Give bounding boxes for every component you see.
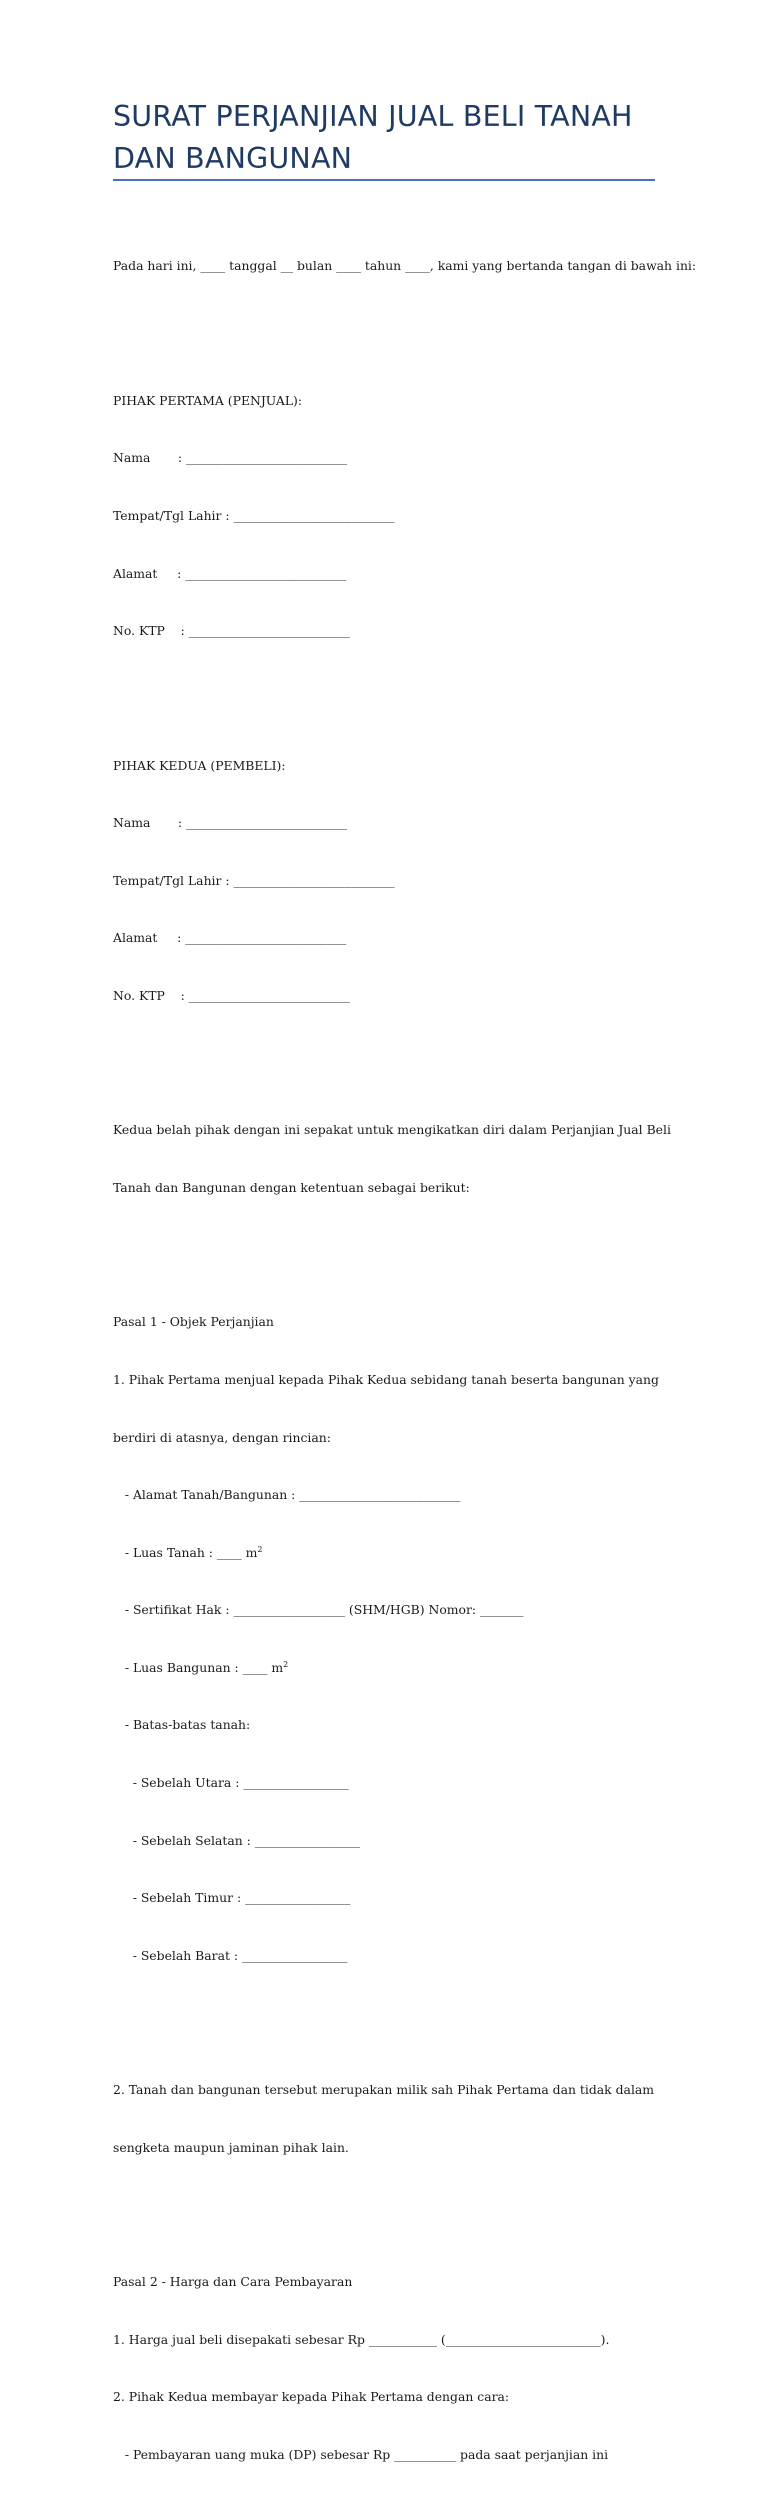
sertifikat-line: - Sertifikat Hak : __________________ (SHM/HGB) Nomor: _______ (113, 1602, 524, 1618)
pasal-2-item-1: 1. Harga jual beli disepakati sebesar Rp ___________ (_________________________). (113, 2331, 610, 2347)
pihak-pertama-ttl: Tempat/Tgl Lahir : __________________________ (113, 507, 395, 523)
batas-selatan: - Sebelah Selatan : _________________ (113, 1832, 361, 1848)
pihak-pertama-ktp: No. KTP : __________________________ (113, 623, 350, 639)
title-line-1: SURAT PERJANJIAN JUAL BELI TANAH (113, 100, 633, 133)
opening-paragraph: Pada hari ini, ____ tanggal __ bulan ____ tahun ____, kami yang bertanda tangan di bawah ini: (113, 258, 697, 274)
pasal-1-item-1a: 1. Pihak Pertama menjual kepada Pihak Kedua sebidang tanah beserta bangunan yang (113, 1371, 659, 1387)
pasal-2-dp: - Pembayaran uang muka (DP) sebesar Rp __________ pada saat perjanjian ini (113, 2447, 609, 2462)
pihak-kedua-nama: Nama : __________________________ (113, 815, 348, 831)
luas-bangunan-line (113, 1658, 673, 1677)
pasal-1-item-1b: berdiri di atasnya, dengan rincian: (113, 1429, 331, 1445)
luas-tanah-text: - Luas Tanah : ____ m (113, 1544, 258, 1560)
luas-tanah-line (113, 1543, 673, 1562)
pihak-kedua-ttl: Tempat/Tgl Lahir : __________________________ (113, 872, 395, 888)
pihak-kedua-heading: PIHAK KEDUA (PEMBELI): (113, 757, 286, 773)
pasal-2-item-2: 2. Pihak Kedua membayar kepada Pihak Pertama dengan cara: (113, 2389, 510, 2405)
luas-tanah-sup: 2 (257, 1544, 263, 1554)
batas-utara: - Sebelah Utara : _________________ (113, 1775, 349, 1791)
pasal-1-item-2b: sengketa maupun jaminan pihak lain. (113, 2139, 349, 2155)
document-title (113, 96, 673, 180)
intro-line-1: Kedua belah pihak dengan ini sepakat untuk mengikatkan diri dalam Perjanjian Jual Beli (113, 1122, 671, 1138)
luas-bangunan-sup: 2 (283, 1659, 289, 1669)
luas-bangunan-text: - Luas Bangunan : ____ m (113, 1659, 284, 1675)
pasal-2-heading: Pasal 2 - Harga dan Cara Pembayaran (113, 2274, 353, 2290)
batas-barat: - Sebelah Barat : _________________ (113, 1947, 348, 1963)
pihak-kedua-alamat: Alamat : __________________________ (113, 930, 347, 946)
pihak-kedua-ktp: No. KTP : __________________________ (113, 987, 350, 1003)
document-body (113, 218, 697, 2503)
batas-heading: - Batas-batas tanah: (113, 1717, 251, 1733)
pihak-pertama-nama: Nama : __________________________ (113, 450, 348, 466)
pihak-pertama-alamat: Alamat : __________________________ (113, 565, 347, 581)
alamat-tanah-line: - Alamat Tanah/Bangunan : __________________________ (113, 1487, 461, 1503)
pasal-1-heading: Pasal 1 - Objek Perjanjian (113, 1314, 274, 1330)
pasal-1-item-2a: 2. Tanah dan bangunan tersebut merupakan milik sah Pihak Pertama dan tidak dalam (113, 2082, 655, 2098)
title-divider (113, 179, 655, 181)
intro-line-2: Tanah dan Bangunan dengan ketentuan sebagai berikut: (113, 1179, 470, 1195)
pihak-pertama-heading: PIHAK PERTAMA (PENJUAL): (113, 392, 303, 408)
batas-timur: - Sebelah Timur : _________________ (113, 1890, 351, 1906)
title-line-2: DAN BANGUNAN (113, 142, 353, 175)
